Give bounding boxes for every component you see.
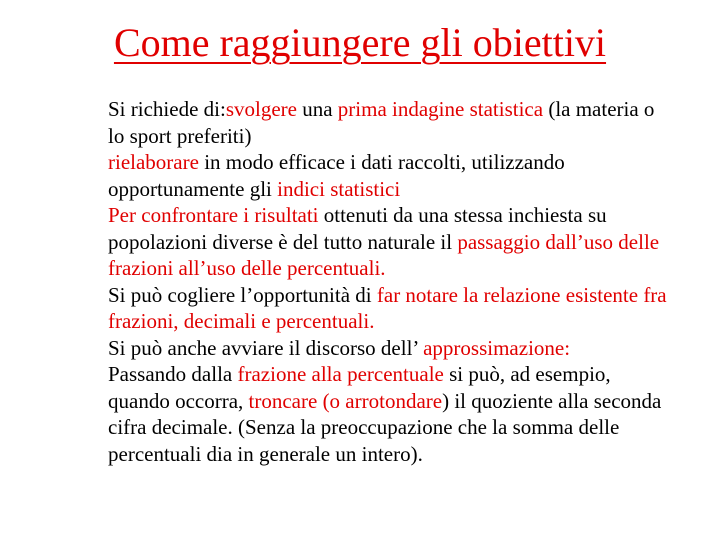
body-text: ottenuti da una stessa inchiesta su popolazioni diverse è del tutto naturale il [108,203,607,254]
paragraph [108,361,668,467]
body-text: una [296,97,338,121]
body-text: Si può cogliere l’opportunità di [108,282,377,307]
body-text: si può, ad esempio, quando occorra, [108,362,611,413]
body-text: ) il quoziente alla seconda cifra decimale. (Senza la preoccupazione che la somma delle percentuali dia in generale un intero). [108,388,662,466]
paragraph [108,149,668,202]
paragraph [108,282,668,335]
paragraph [108,202,668,282]
body-text: Si richiede di: [108,97,226,121]
highlighted-text: frazione alla percentuale [237,362,444,386]
highlighted-text: far notare la relazione esistente fra frazioni, decimali e percentuali. [108,282,667,333]
highlighted-text: troncare (o arrotondare [248,388,443,413]
highlighted-text: Per confrontare i risultati [108,203,319,227]
paragraph [108,96,668,149]
body-text: (la materia o lo sport preferiti) [108,97,655,148]
highlighted-text: indici statistici [277,176,401,201]
slide-body [108,96,668,467]
highlighted-text: approssimazione: [423,335,571,360]
highlighted-text: passaggio dall’uso delle frazioni all’uso delle percentuali. [108,229,660,280]
body-text: Si può anche avviare il discorso dell’ [108,335,424,360]
slide-title: Come raggiungere gli obiettivi [113,20,607,65]
paragraph [108,335,668,362]
highlighted-text: prima indagine statistica [337,97,544,121]
highlighted-text: rielaborare [108,150,199,174]
body-text: in modo efficace i dati raccolti, utilizzando opportunamente gli [108,150,565,201]
highlighted-text: svolgere [225,97,297,121]
body-text: Passando dalla [108,362,238,386]
